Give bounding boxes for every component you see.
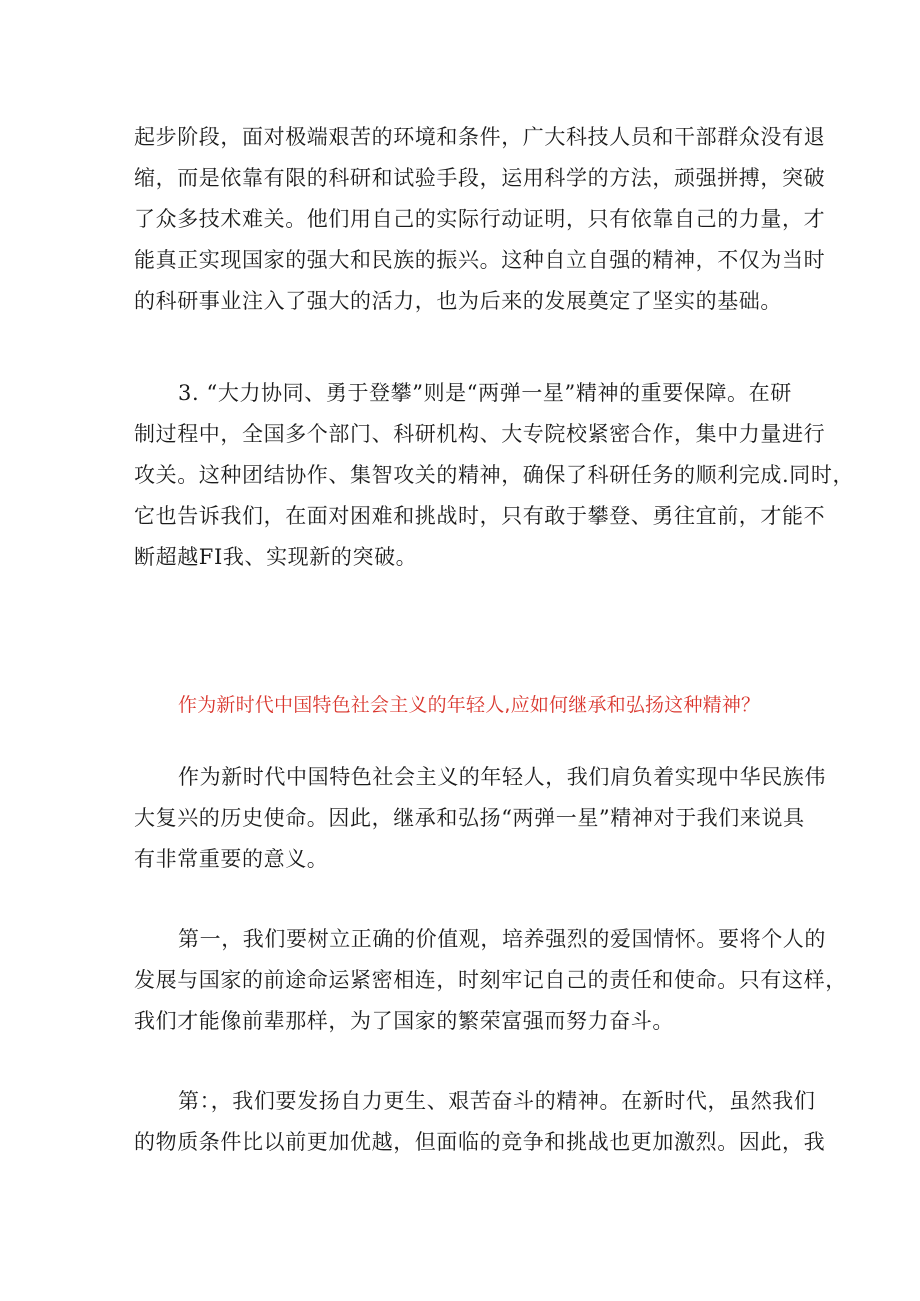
text-line: 有非常重要的意义。 [134,847,329,871]
text-line: 能真正实现国家的强大和民族的振兴。这种自立自强的精神，不仅为当时 [134,248,826,272]
text-line: 缩，而是依靠有限的科研和试验手段，运用科学的方法，顽强拼搏，突破 [134,166,826,190]
text-line: 攻关。这种团结协作、集智攻关的精神，确保了科研任务的顺利完成.同时， [134,463,855,487]
text-line: 的科研事业注入了强大的活力，也为后来的发展奠定了坚实的基础。 [134,289,782,313]
section-heading: 作为新时代中国特色社会主义的年轻人,应如何继承和弘扬这种精神？ [178,694,761,716]
text-line: 发展与国家的前途命运紧密相连，时刻牢记自己的责任和使命。只有这样， [134,968,847,992]
text-line: 的物质条件比以前更加优越，但面临的竞争和挑战也更加激烈。因此，我 [134,1130,826,1154]
text-line: 了众多技术难关。他们用自己的实际行动证明，只有依靠自己的力量，才 [134,207,826,231]
text-line: 作为新时代中国特色社会主义的年轻人，我们肩负着实现中华民族伟 [178,765,826,789]
text-line: 起步阶段，面对极端艰苦的环境和条件，广大科技人员和干部群众没有退 [134,125,826,149]
paragraph-second-point [134,1081,826,1163]
paragraph-self-reliance [134,117,826,322]
text-line: 第：，我们要发扬自力更生、艰苦奋斗的精神。在新时代，虽然我们 [178,1089,816,1113]
text-line: 3. “大力协同、勇于登攀”则是“两弹一星”精神的重要保障。在研 [178,381,792,405]
text-line: 我们才能像前辈那样，为了国家的繁荣富强而努力奋斗。 [134,1009,674,1033]
paragraph-first-point [134,919,847,1042]
text-line: 制过程中，全国多个部门、科研机构、大专院校紧密合作，集中力量进行 [134,422,826,446]
text-line: 第一，我们要树立正确的价值观，培养强烈的爱国情怀。要将个人的 [178,927,826,951]
text-line: 断超越FI我、实现新的突破。 [134,545,418,569]
paragraph-cooperation [134,373,855,578]
text-line: 它也告诉我们，在面对困难和挑战时，只有敢于攀登、勇往宜前，才能不 [134,504,826,528]
paragraph-youth-mission [134,757,826,880]
text-line: 大复兴的历史使命。因此，继承和弘扬“两弹一星”精神对于我们来说具 [134,806,805,830]
